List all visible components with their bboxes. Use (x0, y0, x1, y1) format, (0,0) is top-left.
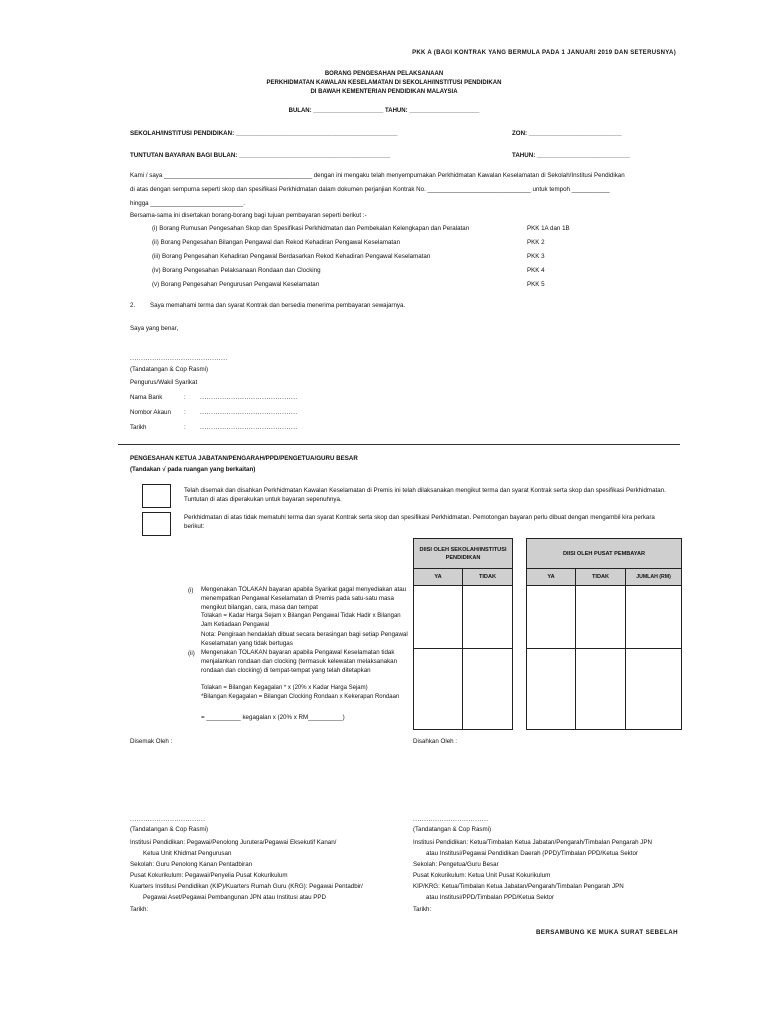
month-year-field[interactable]: BULAN: _____________________ TAHUN: _____________________ (288, 108, 480, 114)
cell-i-ya[interactable] (414, 586, 463, 649)
form-reference: PKK A (BAGI KONTRAK YANG BERMULA PADA 1 JANUARI 2019 DAN SETERUSNYA) (412, 50, 676, 56)
approver-role: KIP/KRG: Ketua/Timbalan Ketua Jabatan/Pengarah/Timbalan Pengarah JPN (413, 883, 624, 890)
reviewed-by-label: Disemak Oleh : (130, 738, 173, 745)
continued-note: BERSAMBUNG KE MUKA SURAT SEBELAH (535, 929, 678, 936)
point-2-number: 2. (130, 302, 136, 309)
deduct-checkbox[interactable] (142, 512, 171, 536)
penalty-i-formula: Tolakan = Kadar Harga Sejam x Bilangan Pengawal Tidak Hadir x Bilangan Jam Ketiadaan Pengawal (201, 613, 401, 628)
approver-date[interactable]: Tarikh: (413, 906, 432, 913)
cell-i-ya-payer[interactable] (527, 586, 576, 649)
attachment-code: PKK 4 (527, 267, 545, 274)
attachment-item: (iv) Borang Pengesahan Pelaksanaan Rondaan dan Clocking (152, 267, 321, 274)
bank-name-field[interactable]: ............................................ (200, 394, 298, 401)
penalty-ii-definition: *Bilangan Kegagalan = Bilangan Clocking Rondaan x Kekerapan Rondaan (201, 694, 400, 700)
colon: : (184, 409, 186, 416)
col-ya: YA (527, 569, 576, 586)
attachment-item: (i) Borang Rumusan Pengesahan Skop dan Spesifikasi Perkhidmatan dan Pembekalan Kelengkapan dan Peralatan (152, 225, 470, 232)
form-title: BORANG PENGESAHAN PELAKSANAAN (324, 71, 444, 77)
penalty-ii-calculation[interactable]: = __________ kegagalan x (20% x RM__________) (201, 714, 345, 721)
form-subtitle-1: PERKHIDMATAN KAWALAN KESELAMATAN DI SEKOLAH/INSTITUSI PENDIDIKAN (266, 80, 502, 86)
signature-line[interactable]: ............................................ (130, 355, 228, 362)
penalty-ii-formula: Tolakan = Bilangan Kegagalan * x (20% x Kadar Harga Sejam) (201, 685, 368, 691)
penalty-i-note: Nota: Pengiraan hendaklah dibuat secara berasingan bagi setiap Pengawal Keselamatan yang tidak bertugas (201, 631, 408, 647)
col-jumlah: JUMLAH (RM) (626, 569, 682, 586)
col-tidak: TIDAK (463, 569, 513, 586)
penalty-ii-text: Mengenakan TOLAKAN bayaran apabila Pengawal Keselamatan tidak menjalankan rondaan dan clocking (termasuk kelewatan melaksanakan rondaan dan clocking) di tempat-tempat yang telah ditetapkan (201, 649, 398, 674)
approver-caption: (Tandatangan & Cop Rasmi) (413, 826, 492, 833)
cell-i-tidak[interactable] (463, 586, 513, 649)
approved-by-label: Disahkan Oleh : (413, 738, 458, 745)
attachment-item: (v) Borang Pengesahan Pengurusan Pengawal Keselamatan (152, 281, 320, 288)
verification-hint: (Tandakan √ pada ruangan yang berkaitan) (130, 466, 256, 473)
account-number-field[interactable]: ............................................ (200, 409, 298, 416)
approver-signature-line[interactable]: .................................. (413, 816, 489, 823)
approver-role: Pusat Kokurikulum: Ketua Unit Pusat Kokurikulum (413, 872, 551, 879)
cell-i-jumlah[interactable] (626, 586, 682, 649)
penalty-i-text: Mengenakan TOLAKAN bayaran apabila Syarikat gagal menyediakan atau menempatkan Pengawal Keselamatan di Premis pada satu-satu masa mengikut bilangan, cara, masa dan tempat (201, 586, 407, 611)
penalty-i-number: (i) (188, 587, 194, 594)
cell-ii-ya[interactable] (414, 649, 463, 730)
attachment-code: PKK 3 (527, 253, 545, 260)
claim-month-field[interactable]: TUNTUTAN BAYARAN BAGI BULAN: ____________________________________________ (130, 152, 391, 159)
declaration-line-2: di atas dengan sempurna seperti skop dan spesifikasi Perkhidmatan dalam dokumen perjanjian Kontrak No. ______________________________ untuk tempoh ___________ (130, 186, 610, 193)
payer-group-header: DIISI OLEH PUSAT PEMBAYAR (527, 539, 682, 569)
colon: : (184, 424, 186, 431)
penalty-ii-number: (ii) (188, 650, 195, 657)
reviewer-role: Pegawai Aset/Pegawai Pembangunan JPN atau Institusi atau PPD (143, 894, 326, 901)
school-group-header: DIISI OLEH SEKOLAH/INSTITUSI PENDIDIKAN (414, 539, 513, 569)
cell-ii-tidak-payer[interactable] (576, 649, 626, 730)
approve-option-text: Telah disemak dan disahkan Perkhidmatan Kawalan Keselamatan di Premis ini telah dilaksanakan mengikut terma dan syarat Kontrak serta skop dan spesifikasi Perkhidmatan. Tuntutan di atas diperakukan untuk bayaran sepenuhnya. (184, 487, 666, 503)
date-label: Tarikh (130, 424, 147, 431)
declaration-line-1: Kami / saya ___________________________________________ dengan ini mengaku telah menyempurnakan Perkhidmatan Kawalan Keselamatan di Sekolah/Institusi Pendidikan (130, 172, 625, 179)
approver-role: atau Institusi/PPD/Timbalan PPD/Ketua Sektor (426, 894, 555, 901)
form-subtitle-2: DI BAWAH KEMENTERIAN PENDIDIKAN MALAYSIA (310, 89, 458, 95)
col-ya: YA (414, 569, 463, 586)
attachment-item: (iii) Borang Pengesahan Kehadiran Pengawal Berdasarkan Rekod Kehadiran Pengawal Keselamatan (152, 253, 431, 260)
attachment-code: PKK 1A dan 1B (527, 225, 570, 232)
bank-name-label: Nama Bank (130, 394, 163, 401)
date-field[interactable]: ............................................ (200, 424, 298, 431)
verification-heading: PENGESAHAN KETUA JABATAN/PENGARAH/PPD/PENGETUA/GURU BESAR (130, 455, 358, 462)
account-number-label: Nombor Akaun (130, 409, 171, 416)
reviewer-role: Sekolah: Guru Penolong Kanan Pentadbiran (130, 861, 253, 868)
deduction-table (413, 538, 682, 730)
attachment-code: PKK 2 (527, 239, 545, 246)
signature-caption: (Tandatangan & Cop Rasmi) (130, 366, 209, 373)
approver-role: Sekolah: Pengetua/Guru Besar (413, 861, 499, 868)
attachment-item: (ii) Borang Pengesahan Bilangan Pengawal dan Rekod Kehadiran Pengawal Keselamatan (152, 239, 401, 246)
deduct-option-text: Perkhidmatan di atas tidak mematuhi terma dan syarat Kontrak serta skop dan spesifikasi Perkhidmatan. Pemotongan bayaran perlu dibuat dengan mengambil kira perkara berikut: (184, 514, 655, 530)
reviewer-role: Ketua Unit Khidmat Pengurusan (143, 850, 232, 857)
reviewer-role: Kuarters Institusi Pendidikan (KIP)/Kuarters Rumah Guru (KRG): Pegawai Pentadbir/ (130, 883, 363, 890)
year-field[interactable]: TAHUN: ___________________________ (512, 152, 630, 159)
reviewer-role: Institusi Pendidikan: Pegawai/Penolong Jurutera/Pegawai Eksekutif Kanan/ (130, 839, 337, 846)
cell-i-tidak-payer[interactable] (576, 586, 626, 649)
cell-ii-tidak[interactable] (463, 649, 513, 730)
approver-role: atau Institusi/Pegawai Pendidikan Daerah (PPD)/Timbalan PPD/Ketua Sektor (426, 850, 638, 857)
reviewer-signature-line[interactable]: .................................. (130, 816, 206, 823)
attachments-lead: Bersama-sama ini disertakan borang-borang bagi tujuan pembayaran seperti berikut :- (130, 212, 367, 219)
attachment-code: PKK 5 (527, 281, 545, 288)
point-2-text: Saya memahami terma dan syarat Kontrak dan bersedia menerima pembayaran sewajarnya. (150, 302, 406, 309)
reviewer-role: Pusat Kokurikulum: Pegawai/Penyelia Pusat Kokurikulum (130, 872, 288, 879)
table-gap (513, 539, 527, 730)
declaration-line-3: hingga ___________________________. (130, 200, 245, 207)
cell-ii-jumlah[interactable] (626, 649, 682, 730)
colon: : (184, 394, 186, 401)
zone-field[interactable]: ZON: ___________________________ (512, 130, 622, 137)
cell-ii-ya-payer[interactable] (527, 649, 576, 730)
company-representative: Pengurus/Wakil Syarikat (130, 379, 198, 386)
reviewer-caption: (Tandatangan & Cop Rasmi) (130, 826, 209, 833)
closing-text: Saya yang benar, (130, 325, 179, 332)
approver-role: Institusi Pendidikan: Ketua/Timbalan Ketua Jabatan/Pengarah/Timbalan Pengarah JPN (413, 839, 652, 846)
approve-checkbox[interactable] (142, 484, 171, 508)
reviewer-date[interactable]: Tarikh: (130, 906, 149, 913)
school-field[interactable]: SEKOLAH/INSTITUSI PENDIDIKAN: _______________________________________________ (130, 130, 398, 137)
section-divider (118, 444, 680, 445)
col-tidak: TIDAK (576, 569, 626, 586)
